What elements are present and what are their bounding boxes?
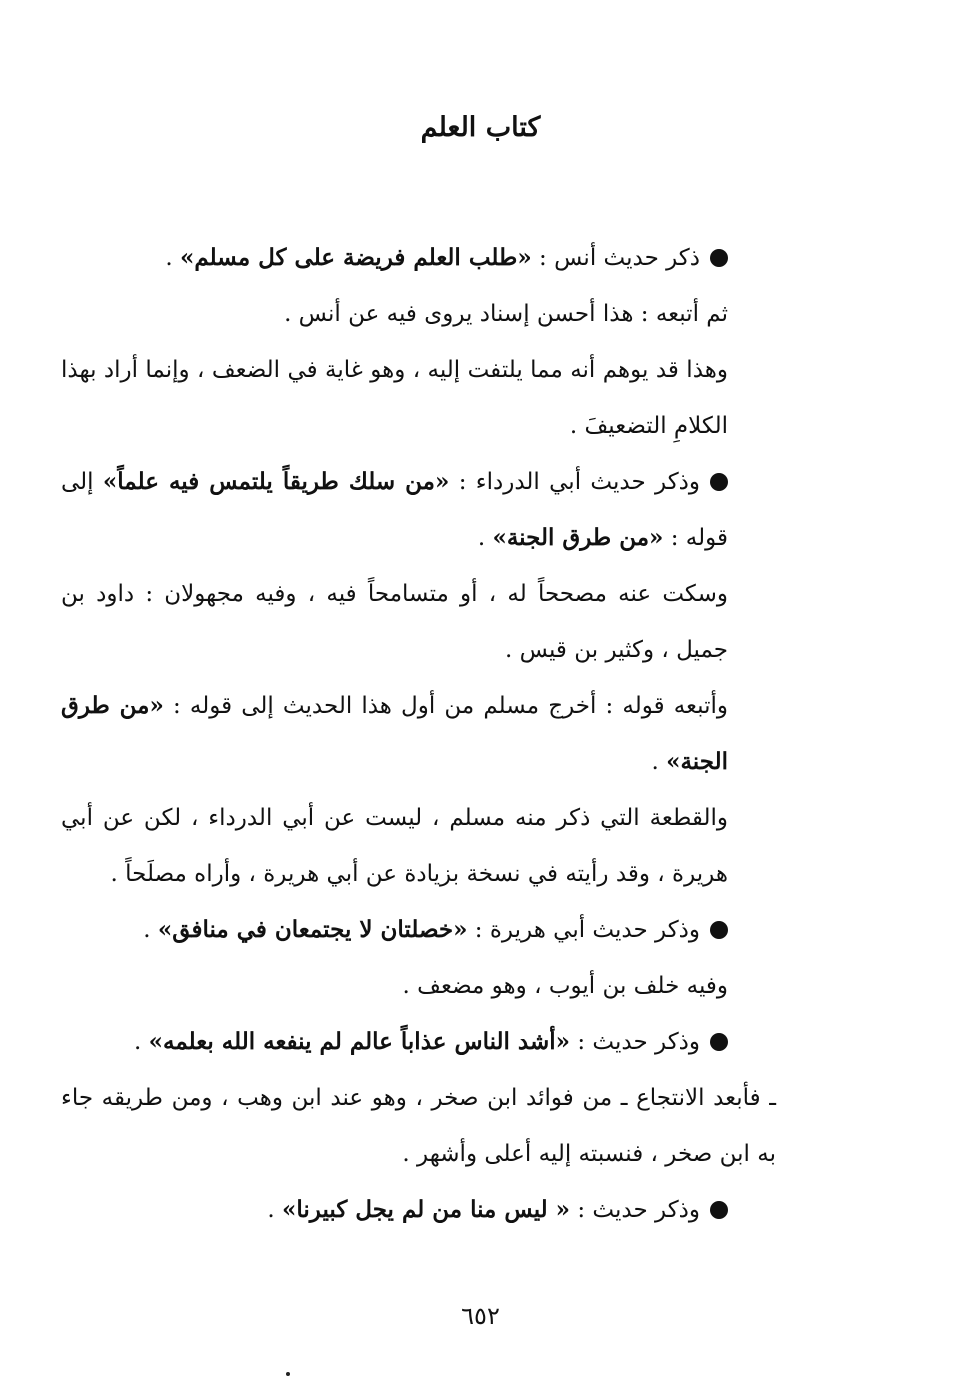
paragraph [61,342,776,454]
paragraph-text: . [143,917,158,943]
bullet-icon [710,473,728,491]
page-number: ٦٥٢ [461,1302,500,1330]
paragraph-text: وهذا قد يوهم أنه مما يلتفت إليه ، وهو غاية في الضعف ، وإنما أراد بهذا الكلامِ التضعيفَ . [61,357,728,439]
hadith-quote: «من سلك طريقاً يلتمس فيه علماً» [102,468,450,495]
bullet-icon [710,249,728,267]
paragraph-text: . [477,525,493,551]
hadith-quote: « ليس منا من لم يجل كبيرنا» [281,1196,571,1223]
paragraph-text: وذكر حديث : [570,1029,700,1055]
paragraph-text: . [267,1197,282,1223]
paragraph [61,1070,776,1182]
paragraph-text: . [165,245,180,271]
bullet-icon [710,1201,728,1219]
hadith-quote: «من طرق الجنة» [492,524,664,551]
hadith-quote: «طلب العلم فريضة على كل مسلم» [180,244,532,271]
bullet-icon [710,921,728,939]
paragraph-text: وذكر حديث أبي هريرة : [467,917,700,943]
paragraph-text: وسكت عنه مصححاً له ، أو متسامحاً فيه ، وفيه مجهولان : داود بن جميل ، وكثير بن قيس . [61,581,728,663]
paragraph-text: وذكر حديث : [570,1197,700,1223]
hadith-quote: «أشد الناس عذاباً عالم لم ينفعه الله بعلمه» [148,1028,571,1055]
bullet-icon [710,1033,728,1051]
paragraph [61,958,776,1014]
paragraph [61,286,776,342]
hadith-quote: «من طرق الجنة» [61,692,728,775]
paragraph-text: وذكر حديث أبي الدرداء : [449,469,700,495]
paragraph [61,1182,776,1238]
paragraph-text: . [134,1029,149,1055]
paragraph [61,454,776,566]
paragraph [61,230,776,286]
paragraph-text: والقطعة التي ذكر منه مسلم ، ليست عن أبي الدرداء ، لكن عن أبي هريرة ، وقد رأيته في نسخة بزيادة عن أبي هريرة ، وأراه مصلَحاً . [61,805,728,887]
paragraph-text: وأتبعه قوله : أخرج مسلم من أول هذا الحديث إلى قوله : [163,693,728,719]
paragraph-text: وفيه خلف بن أيوب ، وهو مضعف . [402,973,728,999]
paragraph-text: ـ فأبعد الانتجاع ـ من فوائد ابن صخر ، وهو عند ابن وهب ، ومن طريقه جاء به ابن صخر ، فنسبته إليه أعلى وأشهر . [61,1085,776,1167]
paragraph [61,790,776,902]
paragraph [61,1014,776,1070]
paragraph [61,902,776,958]
document-body [61,230,776,1238]
paragraph-text: ثم أتبعه : هذا أحسن إسناد يروى فيه عن أنس . [284,301,728,327]
hadith-quote: «خصلتان لا يجتمعان في منافق» [157,916,468,943]
page-title: كتاب العلم [420,112,541,143]
paragraph-text: . [651,749,667,775]
paragraph [61,678,776,790]
paragraph-text: إلى قوله : [61,469,728,551]
paragraph-text: ذكر حديث أنس : [531,245,700,271]
paragraph [61,566,776,678]
stray-mark [286,1372,290,1376]
